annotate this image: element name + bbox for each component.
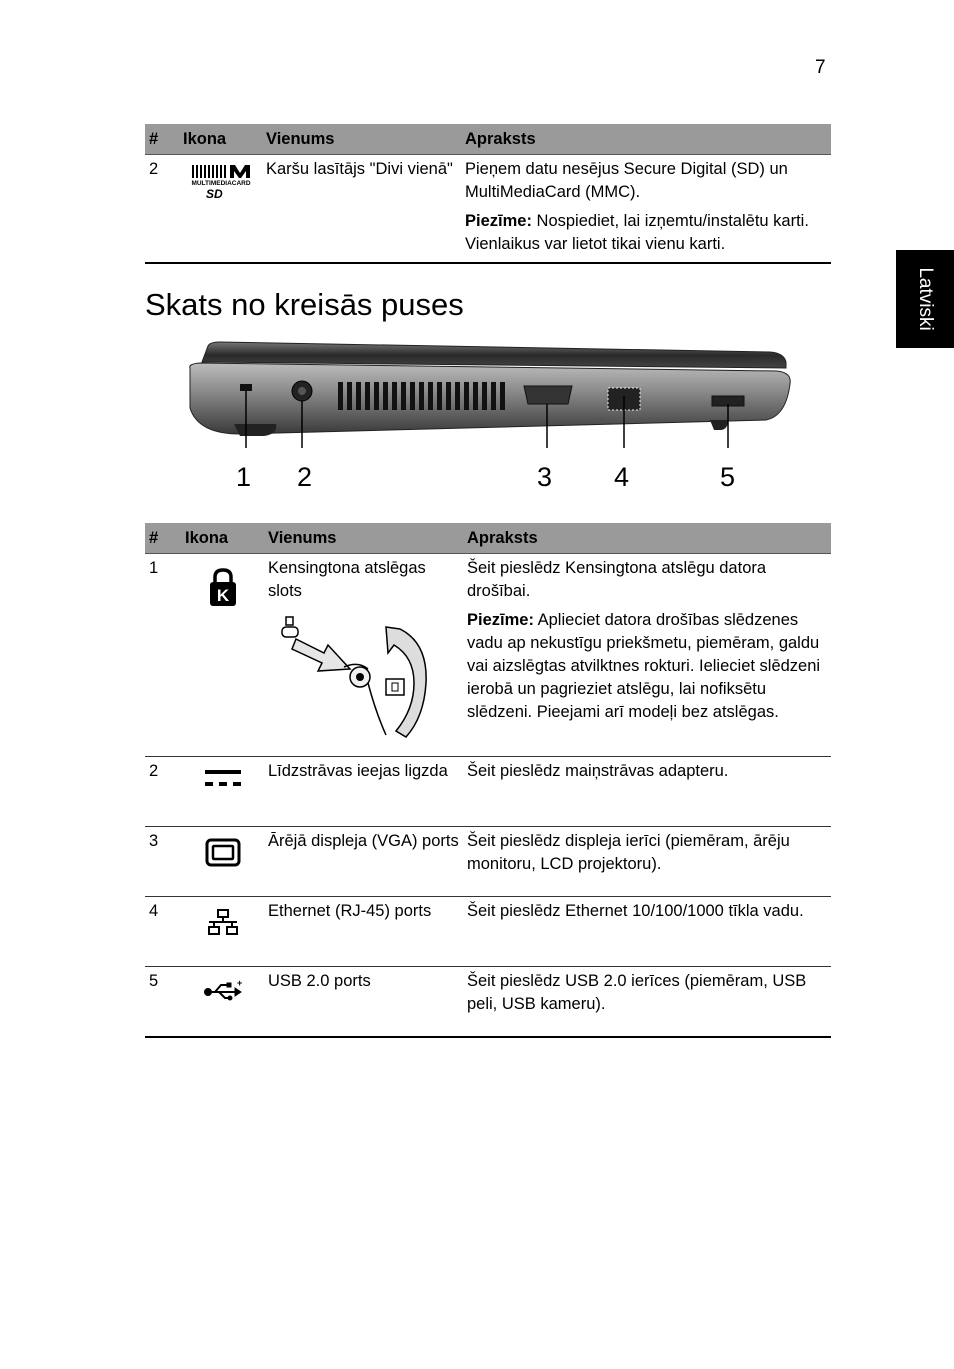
callout-2: 2: [297, 462, 313, 492]
note-text: Nospiediet, lai izņemtu/instalētu karti. Vienlaikus var lietot tikai vienu karti.: [465, 212, 809, 253]
table-row: [145, 554, 831, 757]
language-tab: [896, 250, 954, 348]
language-tab-label: Latviski: [915, 267, 936, 331]
callout-4: 4: [614, 462, 630, 492]
row-num: 2: [145, 757, 181, 827]
kensington-icon-letter: K: [216, 586, 229, 605]
kensington-lock-icon: [208, 567, 238, 607]
svg-text:+: +: [236, 978, 242, 988]
row-num: 5: [145, 967, 181, 1037]
row-item: Ārējā displeja (VGA) ports: [264, 827, 463, 897]
row-icon-cell: [181, 827, 264, 897]
card-reader-table: [145, 124, 831, 264]
card-reader-icon: [188, 158, 254, 202]
header-num: #: [145, 523, 181, 554]
table-row: [145, 827, 831, 897]
header-icon: Ikona: [181, 523, 264, 554]
dc-power-icon: [204, 768, 242, 792]
vga-port-icon: [205, 838, 241, 868]
table-header-row: [145, 523, 831, 554]
usb-icon: [203, 978, 243, 1004]
row-item: Kensingtona atslēgas slots: [268, 559, 426, 600]
card-reader-icon-sd-text: SD: [205, 187, 223, 201]
card-reader-icon-mmc-text: MULTIMEDIACARD: [190, 180, 251, 187]
row-icon-cell: [179, 155, 262, 264]
note-label: Piezīme:: [467, 611, 534, 629]
row-description: Šeit pieslēdz Ethernet 10/100/1000 tīkla vadu.: [463, 897, 831, 967]
row-icon-cell: [181, 967, 264, 1037]
table-row: [145, 757, 831, 827]
row-icon-cell: [181, 554, 264, 757]
row-num: 3: [145, 827, 181, 897]
section-title: Skats no kreisās puses: [145, 287, 464, 322]
row-note: [467, 609, 827, 724]
row-icon-cell: [181, 897, 264, 967]
lock-installation-illustration: [268, 613, 438, 743]
row-num: 2: [145, 155, 179, 264]
row-description: Pieņem datu nesējus Secure Digital (SD) un MultiMediaCard (MMC).: [465, 160, 788, 201]
row-item: USB 2.0 ports: [264, 967, 463, 1037]
left-side-ports-table: [145, 523, 831, 1038]
table-row: [145, 155, 831, 264]
header-icon: Ikona: [179, 124, 262, 155]
row-description: Šeit pieslēdz Kensingtona atslēgu datora drošībai.: [467, 559, 767, 600]
table-row: [145, 967, 831, 1037]
header-item: Vienums: [264, 523, 463, 554]
page-number: 7: [815, 57, 826, 78]
table-header-row: [145, 124, 831, 155]
header-num: #: [145, 124, 179, 155]
row-icon-cell: [181, 757, 264, 827]
row-num: 1: [145, 554, 181, 757]
row-item: Līdzstrāvas ieejas ligzda: [264, 757, 463, 827]
note-label: Piezīme:: [465, 212, 532, 230]
row-item-cell: [264, 554, 463, 757]
header-description: Apraksts: [461, 124, 831, 155]
row-description-cell: [463, 554, 831, 757]
table-row: [145, 897, 831, 967]
row-item: Ethernet (RJ-45) ports: [264, 897, 463, 967]
row-description-cell: [461, 155, 831, 264]
header-description: Apraksts: [463, 523, 831, 554]
laptop-left-side-illustration: [180, 338, 800, 463]
callout-3: 3: [537, 462, 553, 492]
row-note: [465, 210, 827, 256]
row-num: 4: [145, 897, 181, 967]
header-item: Vienums: [262, 124, 461, 155]
ethernet-icon: [205, 908, 241, 938]
row-description: Šeit pieslēdz displeja ierīci (piemēram, ārēju monitoru, LCD projektoru).: [463, 827, 831, 897]
row-description: Šeit pieslēdz USB 2.0 ierīces (piemēram, USB peli, USB kameru).: [463, 967, 831, 1037]
note-text: Aplieciet datora drošības slēdzenes vadu ap nekustīgu priekšmetu, piemēram, galdu vai aizslēgtas atvilktnes rokturi. Ielieciet slēdzeni ierobā un pagrieziet atslēgu, lai nofiksētu slēdzeni. Pieejami arī modeļi bez atslēgas.: [467, 611, 821, 721]
row-description: Šeit pieslēdz maiņstrāvas adapteru.: [463, 757, 831, 827]
row-item: Karšu lasītājs "Divi vienā": [262, 155, 461, 264]
callout-5: 5: [720, 462, 736, 492]
callout-1: 1: [236, 462, 252, 492]
